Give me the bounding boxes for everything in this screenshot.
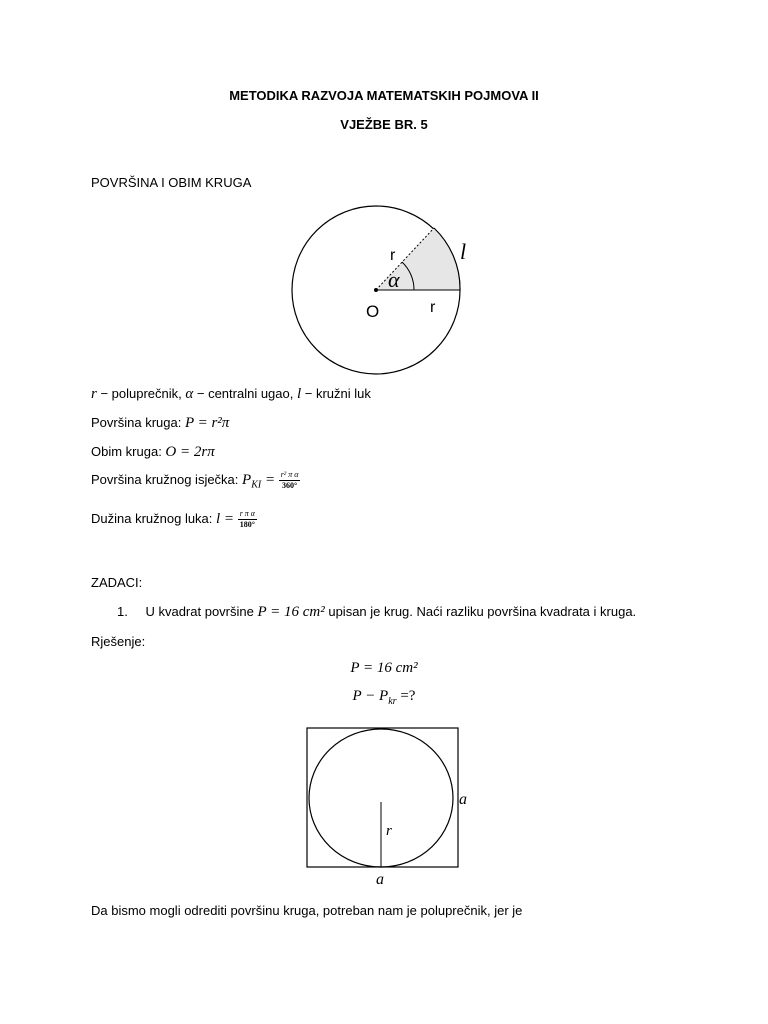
- given-difference-sub: kr: [388, 696, 397, 707]
- task-1-math: P = 16 cm²: [257, 604, 325, 620]
- given-difference: [0, 688, 768, 707]
- arc-denominator: 180°: [239, 520, 255, 529]
- def-alpha-text: − centralni ugao,: [193, 386, 297, 401]
- square-circle-figure: [300, 722, 480, 892]
- task-1-post: upisan je krug. Naći razliku površina kvadrata i kruga.: [324, 604, 637, 619]
- sector-numerator: r² π α: [280, 470, 299, 479]
- def-l-text: − kružni luk: [301, 386, 371, 401]
- sector-fraction: [279, 471, 301, 490]
- task-1-pre: U kvadrat površine: [145, 604, 258, 619]
- solution-label: Rješenje:: [91, 634, 146, 649]
- label-r-slanted: r: [390, 247, 396, 264]
- document-subtitle: VJEŽBE BR. 5: [340, 117, 428, 132]
- area-expression: P = r²π: [184, 415, 230, 431]
- task-1-number: 1.: [117, 604, 128, 619]
- sector-sub: KI: [251, 479, 262, 491]
- sector-lhs: P: [242, 471, 252, 488]
- footer-paragraph: Da bismo mogli odrediti površinu kruga, potreban nam je poluprečnik, jer je: [91, 903, 523, 918]
- arc-numerator: r π α: [239, 509, 256, 518]
- label-r: r: [386, 823, 392, 839]
- sector-eq: =: [261, 471, 276, 488]
- arc-formula: [91, 510, 257, 529]
- sector-label: Površina kružnog isječka:: [91, 471, 243, 487]
- given-difference-post: =?: [396, 688, 416, 704]
- circle-sector-figure: [280, 195, 510, 375]
- section-heading: POVRŠINA I OBIM KRUGA: [91, 175, 252, 190]
- center-point: [374, 288, 378, 292]
- def-r-text: − poluprečnik,: [96, 386, 186, 401]
- label-alpha: α: [388, 267, 400, 292]
- perimeter-expression: O = 2rπ: [165, 444, 215, 460]
- arc-lhs: l =: [216, 510, 235, 527]
- given-area: P = 16 cm²: [350, 660, 418, 676]
- perimeter-label: Obim kruga:: [91, 444, 166, 459]
- label-arc-l: l: [460, 239, 467, 264]
- document-title: METODIKA RAZVOJA MATEMATSKIH POJMOVA II: [229, 88, 539, 103]
- tasks-heading: ZADACI:: [91, 575, 143, 590]
- def-l: l: [296, 386, 302, 402]
- definitions-line: [91, 386, 371, 403]
- def-alpha: α: [185, 386, 194, 402]
- task-1: [117, 604, 636, 621]
- arc-label: Dužina kružnog luka:: [91, 510, 217, 526]
- area-label: Površina kruga:: [91, 415, 185, 430]
- label-a-right: a: [459, 791, 467, 808]
- label-r-horizontal: r: [430, 299, 436, 316]
- sector-denominator: 360°: [281, 481, 298, 490]
- label-center-o: O: [366, 302, 380, 321]
- sector-formula: [91, 471, 300, 491]
- label-a-bottom: a: [376, 871, 384, 888]
- area-formula: [91, 415, 229, 432]
- perimeter-formula: [91, 444, 215, 461]
- arc-fraction: [238, 510, 257, 529]
- given-difference-pre: P − P: [352, 688, 389, 704]
- def-r: r: [91, 386, 97, 402]
